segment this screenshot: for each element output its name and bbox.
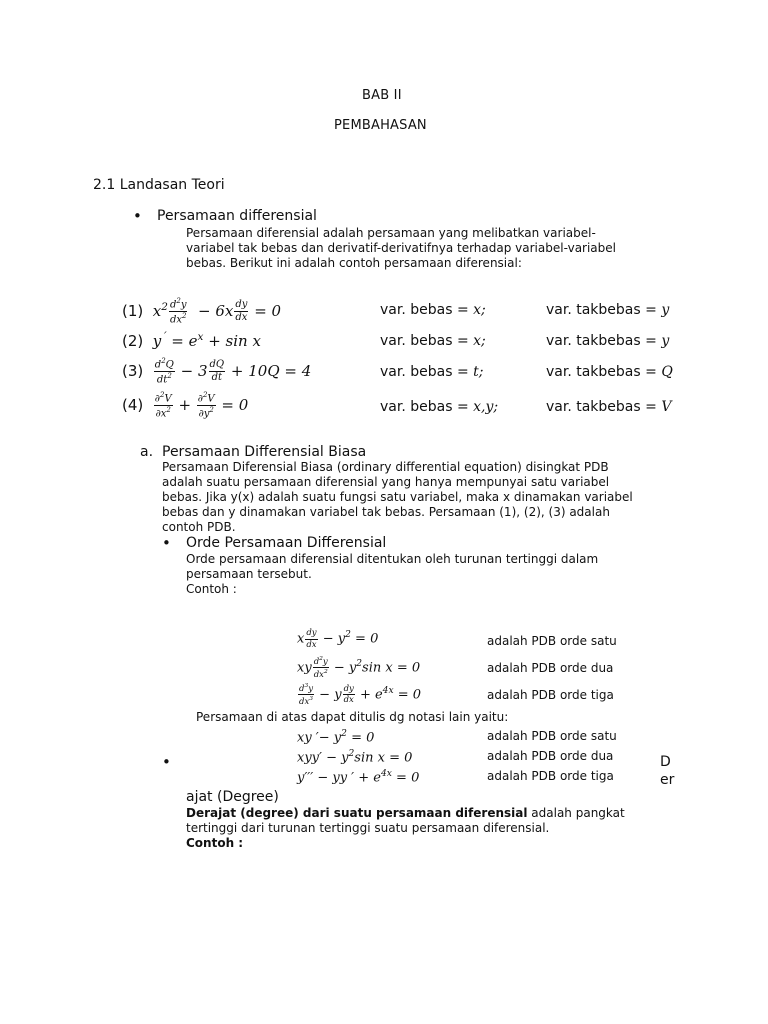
orde-notasi: Persamaan di atas dapat ditulis dg notasi lain yaitu: <box>196 710 509 724</box>
orde-result-1: adalah PDB orde satu <box>487 634 617 648</box>
example-bebas-4: var. bebas = x,y; <box>380 399 499 415</box>
orde-result-5: adalah PDB orde dua <box>487 749 614 763</box>
example-equation-3: (3) $\frac{d^2Q}{dt^2}$ − 3 $\frac{dQ}{dt}$ + 10Q = 4 <box>122 357 312 386</box>
pd-line-2: variabel tak bebas dan derivatif-derivatifnya terhadap variabel-variabel <box>186 241 616 255</box>
pd-line-3: bebas. Berikut ini adalah contoh persamaan diferensial: <box>186 256 522 270</box>
chapter-label: BAB II <box>362 88 402 103</box>
example-takbebas-1: var. takbebas = y <box>546 302 670 318</box>
orde-equation-6: y′′′ − yy ′ + $e^{4x} = 0$ <box>297 769 420 786</box>
bullet-marker: • <box>133 207 142 225</box>
bullet-marker: • <box>162 753 171 771</box>
orde-line-1: Orde persamaan diferensial ditentukan oleh turunan tertinggi dalam <box>186 552 599 566</box>
pdb-line-3: bebas. Jika y(x) adalah suatu fungsi satu variabel, maka x dinamakan variabel <box>162 490 633 504</box>
pdb-list-label: a. <box>140 444 154 460</box>
orde-title: Orde Persamaan Differensial <box>186 535 387 551</box>
bullet-marker: • <box>162 534 171 552</box>
pdb-line-2: adalah suatu persamaan diferensial yang hanya mempunyai satu variabel <box>162 475 610 489</box>
orde-equation-4: xy ′− $y^2 = 0$ <box>297 729 375 746</box>
orde-equation-2: xy $\frac{d^2y}{dx^2}$ − $y^2\sin$ x = 0 <box>297 655 421 681</box>
example-takbebas-4: var. takbebas = V <box>546 399 672 415</box>
orde-result-3: adalah PDB orde tiga <box>487 688 614 702</box>
derajat-contoh: Contoh : <box>186 836 244 850</box>
orde-line-2: persamaan tersebut. <box>186 567 312 581</box>
chapter-title: PEMBAHASAN <box>334 118 427 133</box>
pd-line-1: Persamaan diferensial adalah persamaan yang melibatkan variabel- <box>186 226 596 240</box>
orde-equation-3: $\frac{d^3y}{dx^3}$ − y $\frac{dy}{dx}$ + $e^{4x} = 0$ <box>299 682 422 708</box>
orde-result-4: adalah PDB orde satu <box>487 729 617 743</box>
example-bebas-1: var. bebas = x; <box>380 302 486 318</box>
example-takbebas-3: var. takbebas = Q <box>546 364 673 380</box>
example-equation-2: (2) $y^´ = e^x + \sin x$ <box>122 331 261 350</box>
derajat-title: ajat (Degree) <box>186 789 279 805</box>
pdb-line-5: contoh PDB. <box>162 520 236 534</box>
example-takbebas-2: var. takbebas = y <box>546 333 670 349</box>
derajat-fragment-d: D <box>660 754 671 770</box>
orde-equation-1: x $\frac{dy}{dx}$ − $y^2 = 0$ <box>297 628 379 650</box>
derajat-line-2: tertinggi dari turunan tertinggi suatu persamaan diferensial. <box>186 821 550 835</box>
pdb-title: Persamaan Differensial Biasa <box>162 444 367 460</box>
section-title: 2.1 Landasan Teori <box>93 177 225 193</box>
example-bebas-2: var. bebas = x; <box>380 333 486 349</box>
orde-equation-5: $xyy' - y^2\sin$ x = 0 <box>297 749 413 766</box>
example-bebas-3: var. bebas = t; <box>380 364 484 380</box>
orde-result-2: adalah PDB orde dua <box>487 661 614 675</box>
derajat-fragment-er: er <box>660 772 675 788</box>
pdb-line-1: Persamaan Diferensial Biasa (ordinary differential equation) disingkat PDB <box>162 460 609 474</box>
orde-result-6: adalah PDB orde tiga <box>487 769 614 783</box>
example-equation-4: (4) $\frac{\partial^2V}{\partial x^2}$ + $\frac{\partial^2V}{\partial y^2}$ = 0 <box>122 391 249 420</box>
pdb-line-4: bebas dan y dinamakan variabel tak bebas. Persamaan (1), (2), (3) adalah <box>162 505 610 519</box>
pd-bullet-title: Persamaan differensial <box>157 208 317 224</box>
orde-contoh: Contoh : <box>186 582 237 596</box>
example-equation-1: (1) $x^2$ $\frac{d^2y}{dx^2}$ − 6x $\frac{dy}{dx}$ = 0 <box>122 297 282 326</box>
derajat-line-1: Derajat (degree) dari suatu persamaan diferensial adalah pangkat <box>186 806 625 820</box>
